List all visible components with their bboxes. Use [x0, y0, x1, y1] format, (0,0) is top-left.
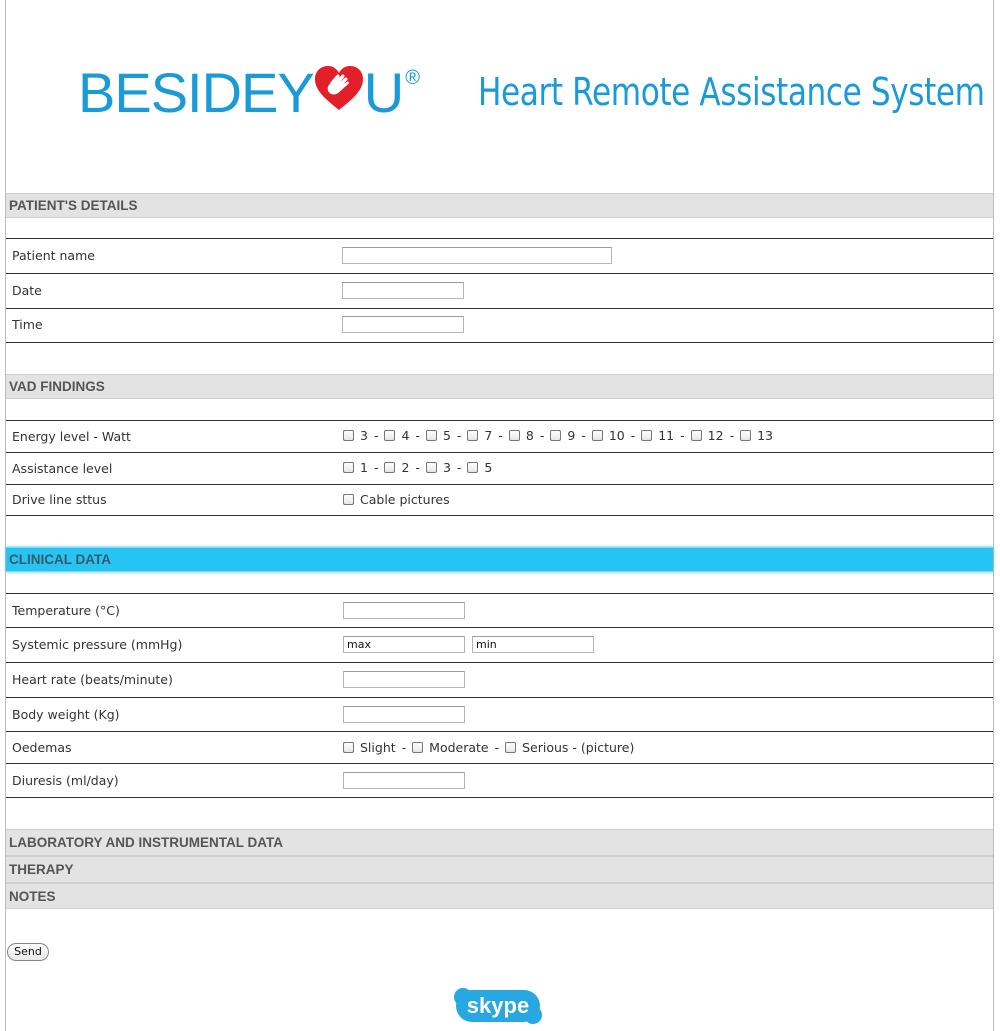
page-frame-right [993, 0, 994, 1031]
diuresis-input[interactable] [343, 772, 465, 789]
section-vad-findings[interactable]: VAD FINDINGS [6, 374, 993, 399]
send-button[interactable]: Send [7, 943, 49, 961]
checkbox[interactable] [426, 430, 437, 441]
energy-option[interactable]: 7 [467, 428, 492, 443]
section-clinical-data[interactable]: CLINICAL DATA [6, 547, 993, 572]
energy-option[interactable]: 8 [509, 428, 534, 443]
pressure-min-input[interactable] [472, 636, 594, 653]
divider [6, 484, 993, 485]
assistance-option[interactable]: 5 [467, 460, 492, 475]
checkbox[interactable] [467, 430, 478, 441]
energy-option[interactable]: 11 [641, 428, 674, 443]
time-input[interactable] [342, 316, 464, 333]
energy-level-label: Energy level - Watt [12, 429, 131, 444]
checkbox[interactable] [384, 430, 395, 441]
checkbox[interactable] [384, 462, 395, 473]
section-therapy[interactable]: THERAPY [6, 856, 993, 883]
energy-option[interactable]: 9 [550, 428, 575, 443]
energy-option[interactable]: 3 [343, 428, 368, 443]
drive-line-options [343, 492, 450, 507]
oedemas-options: Slight - Moderate - Serious - (picture) [343, 740, 634, 755]
oedemas-option-serious[interactable]: Serious [505, 740, 568, 755]
date-label: Date [12, 283, 42, 298]
section-laboratory-data[interactable]: LABORATORY AND INSTRUMENTAL DATA [6, 829, 993, 856]
divider [6, 763, 993, 764]
checkbox[interactable] [509, 430, 520, 441]
divider [6, 662, 993, 663]
checkbox[interactable] [641, 430, 652, 441]
assistance-option[interactable]: 3 [426, 460, 451, 475]
cable-pictures-option[interactable]: Cable pictures [343, 492, 450, 507]
body-weight-label: Body weight (Kg) [12, 707, 120, 722]
date-input[interactable] [342, 282, 464, 299]
divider [6, 731, 993, 732]
divider [6, 515, 993, 516]
oedemas-option-slight[interactable]: Slight [343, 740, 396, 755]
divider [6, 627, 993, 628]
temperature-input[interactable] [343, 602, 465, 619]
checkbox[interactable] [343, 742, 354, 753]
energy-option[interactable]: 5 [426, 428, 451, 443]
checkbox[interactable] [343, 430, 354, 441]
divider [6, 797, 993, 798]
divider [6, 420, 993, 421]
body-weight-input[interactable] [343, 706, 465, 723]
heart-rate-label: Heart rate (beats/minute) [12, 672, 173, 687]
systemic-pressure-label: Systemic pressure (mmHg) [12, 637, 183, 652]
energy-option[interactable]: 10 [592, 428, 625, 443]
assistance-level-options: 1 - 2 - 3 - 5 [343, 460, 492, 475]
assistance-level-label: Assistance level [12, 461, 113, 476]
checkbox[interactable] [592, 430, 603, 441]
energy-option[interactable]: 12 [691, 428, 724, 443]
heart-hand-icon [314, 58, 364, 128]
checkbox[interactable] [550, 430, 561, 441]
oedemas-label: Oedemas [12, 740, 72, 755]
checkbox[interactable] [343, 462, 354, 473]
energy-option[interactable]: 4 [384, 428, 409, 443]
checkbox[interactable] [467, 462, 478, 473]
divider [6, 238, 993, 239]
drive-line-status-label: Drive line sttus [12, 492, 107, 507]
oedemas-picture-suffix: - (picture) [568, 740, 635, 755]
heart-rate-input[interactable] [343, 671, 465, 688]
patient-name-label: Patient name [12, 248, 95, 263]
temperature-label: Temperature (°C) [12, 603, 120, 618]
divider [6, 308, 993, 309]
checkbox[interactable] [412, 742, 423, 753]
divider [6, 273, 993, 274]
energy-level-options: 3 - 4 - 5 - 7 - 8 - 9 - 10 - 11 - 12 - 13 [343, 428, 773, 443]
assistance-option[interactable]: 2 [384, 460, 409, 475]
divider [6, 342, 993, 343]
skype-text: skype [466, 993, 530, 1018]
checkbox[interactable] [740, 430, 751, 441]
divider [6, 452, 993, 453]
diuresis-label: Diuresis (ml/day) [12, 773, 119, 788]
checkbox[interactable] [426, 462, 437, 473]
divider [6, 593, 993, 594]
registered-mark: ® [405, 67, 419, 89]
checkbox[interactable] [343, 494, 354, 505]
checkbox[interactable] [505, 742, 516, 753]
divider [6, 697, 993, 698]
skype-logo-icon[interactable] [453, 986, 543, 1026]
section-notes[interactable]: NOTES [6, 883, 993, 909]
system-title: Heart Remote Assistance System [478, 70, 985, 114]
energy-option[interactable]: 13 [740, 428, 773, 443]
patient-name-input[interactable] [342, 247, 612, 264]
checkbox[interactable] [691, 430, 702, 441]
assistance-option[interactable]: 1 [343, 460, 368, 475]
pressure-max-input[interactable] [343, 636, 465, 653]
besideyou-logo [78, 58, 419, 128]
logo-text-start: BESIDEY [78, 61, 314, 124]
time-label: Time [12, 317, 43, 332]
logo-text-end: U [363, 61, 404, 124]
section-patient-details[interactable]: PATIENT'S DETAILS [6, 193, 993, 218]
oedemas-option-moderate[interactable]: Moderate [412, 740, 488, 755]
